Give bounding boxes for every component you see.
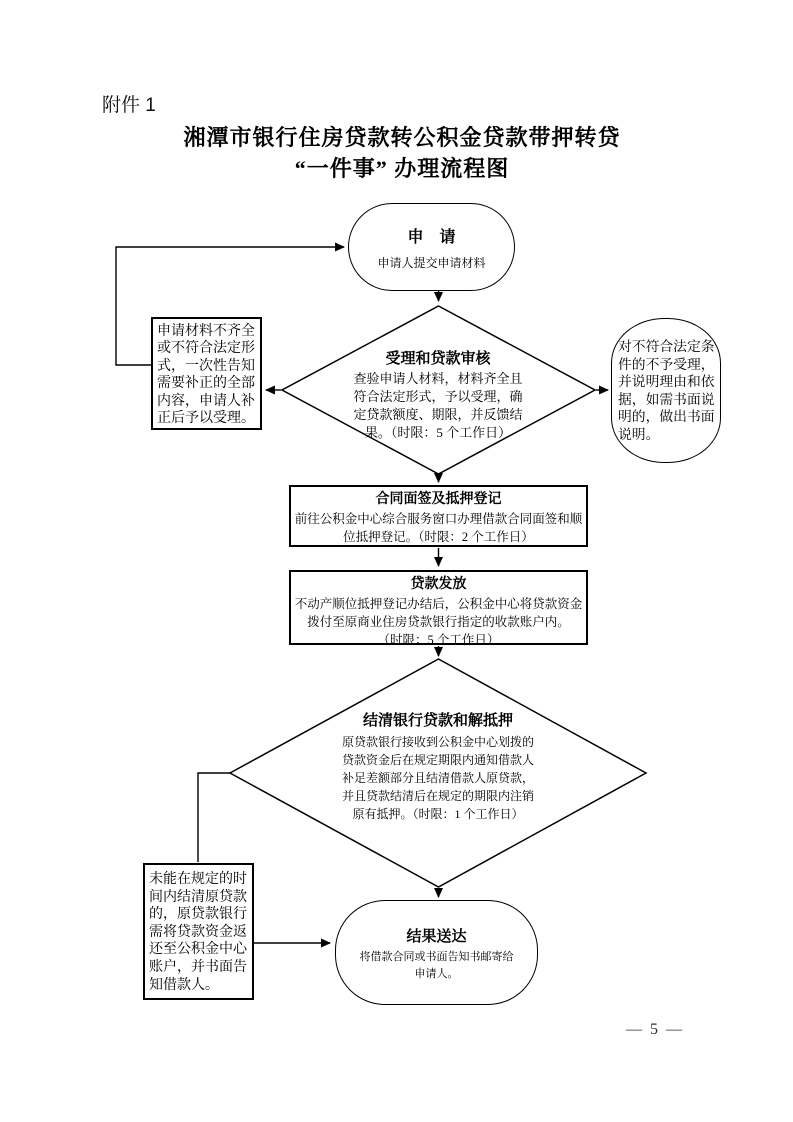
attachment-label: 附件 1 <box>102 95 156 116</box>
refund-node <box>143 863 254 1000</box>
apply-node <box>348 203 515 291</box>
disburse-body: 不动产顺位抵押登记办结后，公积金中心将贷款资金拨付至原商业住房贷款银行指定的收款账户内。 <box>294 597 583 629</box>
deliver-body: 将借款合同或书面告知书邮寄给申请人。 <box>359 950 514 980</box>
supplement-node <box>151 317 262 430</box>
supplement-body: 申请材料不齐全或不符合法定形式，一次性告知需要补正的全部内容，申请人补正后予以受理。 <box>157 324 255 427</box>
refund-body: 未能在规定的时间内结清原贷款的，原贷款银行需将贷款资金返还至公积金中心账户，并书面告知借款人。 <box>149 872 247 993</box>
review-node <box>328 349 548 442</box>
apply-title: 申 请 <box>407 228 456 246</box>
contract-body: 前往公积金中心综合服务窗口办理借款合同面签和顺位抵押登记。（时限：2 个工作日） <box>294 512 583 544</box>
review-title: 受理和贷款审核 <box>385 351 491 367</box>
page-number: — 5 — <box>626 1021 684 1038</box>
settle-title: 结清银行贷款和解抵押 <box>362 713 513 729</box>
deliver-title: 结果送达 <box>406 928 467 945</box>
review-body: 查验申请人材料，材料齐全且符合法定形式，予以受理，确定贷款额度、期限，并反馈结果。（时限：5 个工作日） <box>353 371 523 440</box>
reject-body: 对不符合法定条件的不予受理，并说明理由和依据，如需书面说明的，做出书面说明。 <box>618 339 715 442</box>
settle-node <box>318 711 558 823</box>
settle-body: 原贷款银行接收到公积金中心划拨的贷款资金后在规定期限内通知借款人补足差额部分且结清借款人原贷款，并且贷款结清后在规定的期限内注销原有抵押。（时限：1 个工作日） <box>341 735 534 821</box>
disburse-node <box>289 570 588 645</box>
page-title-line2: “一件事” 办理流程图 <box>294 156 510 181</box>
disburse-title: 贷款发放 <box>410 577 467 592</box>
contract-title: 合同面签及抵押登记 <box>375 492 502 507</box>
apply-body: 申请人提交申请材料 <box>377 255 486 270</box>
line-settle-to-refund <box>198 773 230 862</box>
disburse-timing: （时限：5 个工作日） <box>377 633 500 647</box>
contract-node <box>289 485 588 547</box>
reject-node <box>611 318 721 463</box>
deliver-node <box>335 900 538 1005</box>
page-title-line1: 湘潭市银行住房贷款转公积金贷款带押转贷 <box>183 125 621 150</box>
